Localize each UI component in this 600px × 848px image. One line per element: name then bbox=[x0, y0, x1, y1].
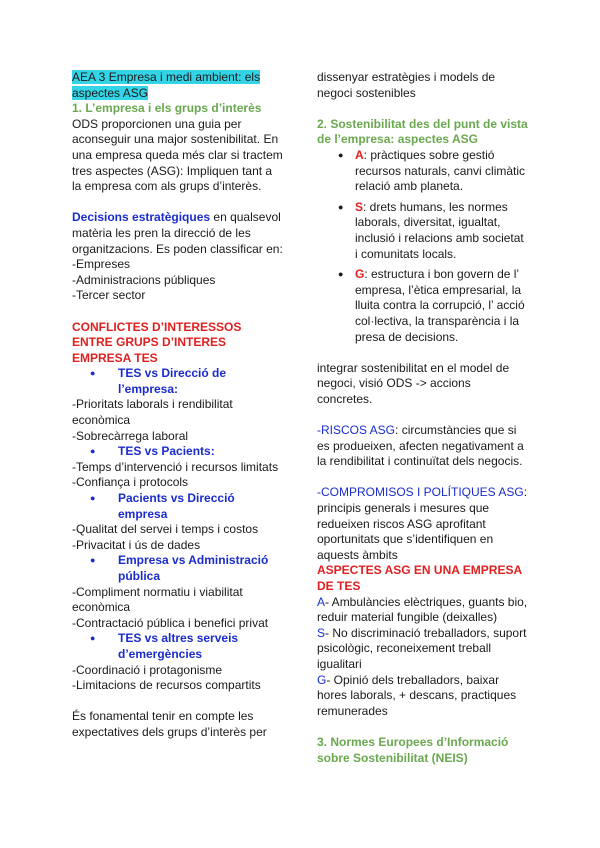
conflict-item: -Privacitat i ús de dades bbox=[72, 537, 201, 552]
conflict-item: -Compliment normatiu i viabilitat econòmica bbox=[72, 584, 243, 615]
conflicts-heading: CONFLICTES D’INTERESSOS ENTRE GRUPS D’INTERES EMPRESA TES bbox=[72, 319, 242, 365]
asg-text: : drets humans, les normes laborals, diversitat, igualtat, inclusió i relacions amb societat i comunitats locals. bbox=[355, 199, 524, 261]
commitments-text: : principis generals i mesures que redueixen riscos ASG aprofitant oportunitats que s’identifiquen en aquests àmbits bbox=[317, 485, 528, 562]
conflict-item: -Qualitat del servei i temps i costos bbox=[72, 522, 259, 537]
aspect-item bbox=[317, 595, 529, 626]
aspect-letter: S bbox=[317, 625, 326, 640]
conflict-title: ● TES vs Direcció de l’empresa: bbox=[72, 366, 284, 397]
conflict-title: ● TES vs altres serveis d’emergències bbox=[72, 631, 284, 662]
conflict-item: -Temps d’intervenció i recursos limitats bbox=[72, 459, 279, 474]
conflict-group bbox=[72, 631, 284, 662]
asg-letter: G bbox=[355, 267, 365, 282]
decisions-title: Decisions estratègiques bbox=[72, 210, 211, 225]
conflict-group bbox=[72, 491, 284, 522]
section-3-heading: 3. Normes Europees d’Informació sobre Sostenibilitat (NEIS) bbox=[317, 734, 509, 765]
commitments-label: -COMPROMISOS I POLÍTIQUES ASG bbox=[317, 485, 524, 500]
conflict-item: -Coordinació i protagonisme bbox=[72, 662, 223, 677]
asg-list bbox=[317, 148, 529, 345]
risks-label: -RISCOS ASG bbox=[317, 423, 396, 438]
decision-type: -Tercer sector bbox=[72, 288, 146, 303]
conflict-item: -Prioritats laborals i rendibilitat econòmica bbox=[72, 397, 233, 428]
section-1-heading: 1. L’empresa i els grups d’interès bbox=[72, 101, 262, 116]
conflict-group bbox=[72, 553, 284, 584]
conflict-item: -Confiança i protocols bbox=[72, 475, 189, 490]
decisions-text: en qualsevol matèria les pren la direcció de les organitzacions. Es poden classificar en: bbox=[72, 210, 283, 256]
conflict-group bbox=[72, 444, 284, 460]
aspect-item bbox=[317, 673, 529, 720]
conflict-title: ● Pacients vs Direcció empresa bbox=[72, 491, 284, 522]
conflict-item: -Sobrecàrrega laboral bbox=[72, 428, 189, 443]
aspects-heading: ASPECTES ASG EN UNA EMPRESA DE TES bbox=[317, 563, 522, 593]
left-column bbox=[72, 70, 284, 741]
aspect-letter: G bbox=[317, 672, 327, 687]
aspect-item bbox=[317, 626, 529, 673]
decision-type: -Administracions públiques bbox=[72, 272, 216, 287]
continuation-text: dissenyar estratègies i models de negoci sostenibles bbox=[317, 70, 496, 100]
asg-item bbox=[317, 267, 529, 345]
aspect-text: - No discriminació treballadors, suport psicològic, reconeixement treball igualitari bbox=[317, 625, 527, 671]
asg-item bbox=[317, 148, 529, 195]
conflict-item: -Limitacions de recursos compartits bbox=[72, 678, 261, 693]
asg-text: : estructura i bon govern de l’ empresa, l’ètica empresarial, la lluita contra la corrupció, l’ acció col·lectiva, la transparència i la presa de decisions. bbox=[355, 267, 525, 344]
section-2-heading: 2. Sostenibilitat des del punt de vista de l’empresa: aspectes ASG bbox=[317, 116, 528, 147]
integrate-text: integrar sostenibilitat en el model de negoci, visió ODS -> accions concretes. bbox=[317, 360, 510, 406]
decisions-paragraph bbox=[72, 210, 284, 257]
risks-text: : circumstàncies que si es produeixen, afecten negativament a la rendibilitat i continuïtat dels negocis. bbox=[317, 423, 524, 469]
conflict-title: ● TES vs Pacients: bbox=[72, 444, 284, 460]
risks-paragraph bbox=[317, 423, 529, 470]
aspect-text: - Opinió dels treballadors, baixar hores laborals, + descans, practiques remunerades bbox=[317, 672, 517, 718]
asg-item bbox=[317, 200, 529, 262]
conflict-group bbox=[72, 366, 284, 397]
conflict-title: ● Empresa vs Administració pública bbox=[72, 553, 284, 584]
closing-text: És fonamental tenir en compte les expectatives dels grups d’interès per bbox=[72, 709, 267, 739]
conflict-item: -Contractació pública i benefici privat bbox=[72, 615, 269, 630]
aspect-letter: A bbox=[317, 594, 326, 609]
asg-text: : pràctiques sobre gestió recursos naturals, canvi climàtic relació amb planeta. bbox=[355, 147, 526, 194]
right-column bbox=[317, 70, 529, 766]
aspect-text: - Ambulàncies elèctriques, guants bio, reduir material fungible (deixalles) bbox=[317, 594, 528, 625]
commitments-paragraph bbox=[317, 485, 529, 563]
section-1-text: ODS proporcionen una guia per aconseguir una major sostenibilitat. En una empresa queda més clar si tractem tres aspectes (ASG): Impliquen tant a la empresa com als grups d’interès. bbox=[72, 116, 283, 194]
document-title: AEA 3 Empresa i medi ambient: els aspectes ASG bbox=[72, 70, 261, 100]
asg-letter: A bbox=[355, 147, 364, 162]
asg-letter: S bbox=[355, 199, 364, 214]
decision-type: -Empreses bbox=[72, 257, 131, 272]
